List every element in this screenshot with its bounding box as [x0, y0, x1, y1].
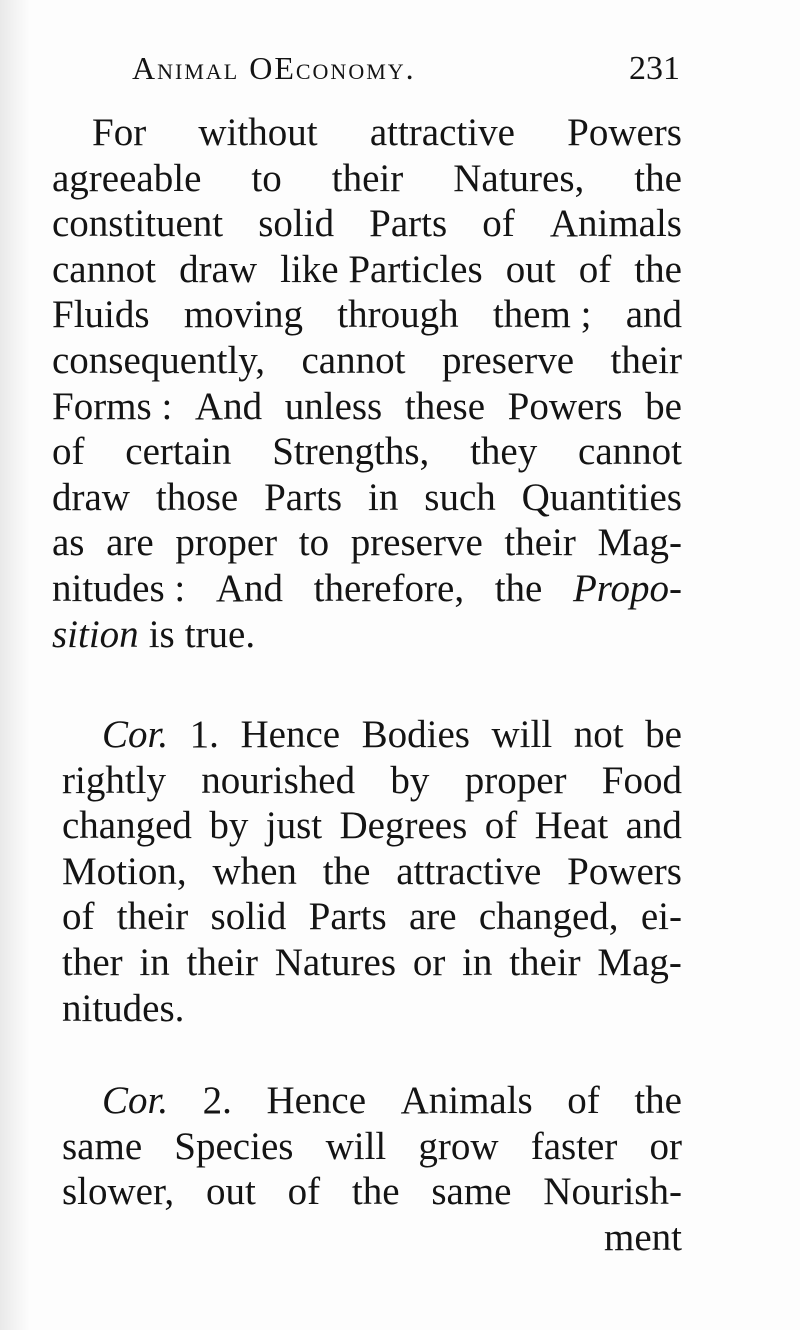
- text-line: [52, 247, 682, 293]
- word: Powers: [567, 849, 682, 893]
- word: 1.: [189, 713, 219, 756]
- word: them ;: [492, 293, 592, 337]
- word: of: [62, 895, 95, 939]
- word: such: [424, 475, 496, 519]
- word: Strengths,: [272, 430, 430, 474]
- text-line: [52, 566, 682, 612]
- text-line: [62, 894, 682, 940]
- word: Mag-: [597, 940, 682, 984]
- word: by: [209, 804, 249, 848]
- word: proper: [175, 521, 278, 565]
- word: are: [408, 895, 457, 939]
- word: certain: [125, 430, 232, 474]
- word: rightly: [62, 758, 166, 802]
- paragraph-corollary-2: [62, 1078, 682, 1260]
- word: draw: [179, 247, 258, 291]
- word: their: [186, 940, 258, 984]
- word: their: [116, 895, 189, 939]
- word: of: [287, 1170, 321, 1214]
- word: or: [412, 940, 446, 984]
- word: changed: [62, 804, 192, 848]
- word: attractive: [396, 849, 542, 893]
- word: to: [298, 521, 330, 565]
- text-line: [62, 849, 682, 895]
- text-line: [52, 110, 682, 156]
- word: by: [390, 758, 430, 802]
- word: Parts: [264, 475, 343, 519]
- word: their: [509, 940, 581, 984]
- catchword-text: ment: [604, 1215, 682, 1259]
- word: are: [106, 521, 154, 565]
- word: and: [625, 804, 682, 848]
- word: the: [634, 247, 682, 291]
- word: out: [205, 1170, 256, 1214]
- word: agreeable: [52, 156, 202, 200]
- word: nourished: [201, 758, 356, 802]
- word: And: [215, 566, 284, 610]
- word: preserve: [441, 338, 575, 382]
- text-line: [62, 1169, 682, 1215]
- word: or: [649, 1124, 682, 1168]
- text-line: [62, 803, 682, 849]
- word: will: [325, 1124, 387, 1168]
- text-line: [62, 986, 682, 1032]
- word: Quantities: [521, 475, 682, 519]
- word: their: [504, 521, 576, 565]
- word: is: [148, 612, 175, 656]
- word: ther: [62, 940, 123, 984]
- word: their: [331, 156, 404, 200]
- word: grow: [418, 1124, 499, 1168]
- word-italic: Cor.: [102, 713, 169, 756]
- word: And: [194, 384, 263, 428]
- word: constituent: [52, 202, 224, 246]
- word: of: [484, 804, 518, 848]
- word: be: [645, 384, 682, 428]
- word: consequently,: [52, 338, 265, 382]
- word: Species: [174, 1124, 294, 1168]
- text-line: [52, 156, 682, 202]
- word: of: [482, 202, 515, 246]
- gutter-shadow: [0, 0, 30, 1330]
- word: 2.: [202, 1079, 232, 1122]
- text-line: [62, 1078, 682, 1124]
- text-line: [52, 612, 682, 658]
- word: Animals: [400, 1079, 533, 1122]
- word: true.: [184, 612, 256, 656]
- word: attractive: [369, 111, 515, 154]
- running-head: [120, 50, 680, 100]
- word: therefore,: [313, 566, 465, 610]
- word: Natures,: [453, 156, 585, 200]
- word: Hence: [240, 713, 341, 756]
- word: like Particles: [280, 247, 483, 291]
- text-line: [62, 712, 682, 758]
- word: just: [265, 804, 323, 848]
- word: be: [645, 713, 682, 756]
- word: cannot: [52, 247, 156, 291]
- text-line: [52, 384, 682, 430]
- word: For: [92, 111, 147, 154]
- word: when: [212, 849, 297, 893]
- word: Food: [601, 758, 682, 802]
- word: Heat: [534, 804, 609, 848]
- word: draw: [52, 475, 130, 519]
- paragraph-proposition-proof: [52, 110, 682, 657]
- word: Degrees: [339, 804, 468, 848]
- word: Powers: [567, 111, 682, 154]
- word: of: [52, 430, 85, 474]
- word: these: [404, 384, 486, 428]
- word: Animals: [549, 202, 682, 246]
- word: Parts: [308, 895, 387, 939]
- word: the: [351, 1170, 400, 1214]
- word: same: [431, 1170, 512, 1214]
- word: same: [62, 1124, 143, 1168]
- word: out: [505, 247, 556, 291]
- word: the: [494, 566, 543, 610]
- word: Motion,: [62, 849, 187, 893]
- word: their: [610, 338, 682, 382]
- text-line: [52, 475, 682, 521]
- catchword: [62, 1215, 682, 1261]
- word: Nourish-: [543, 1170, 682, 1214]
- word: moving: [183, 293, 303, 337]
- word: Natures: [274, 940, 397, 984]
- text-line: [52, 338, 682, 384]
- page-number: 231: [629, 50, 680, 87]
- word: faster: [530, 1124, 618, 1168]
- text-line: [52, 429, 682, 475]
- text-line: [52, 520, 682, 566]
- word: through: [337, 293, 459, 337]
- word: those: [155, 475, 239, 519]
- word: the: [322, 849, 371, 893]
- word-italic: sition: [52, 612, 139, 656]
- word: and: [625, 293, 682, 337]
- word: ei-: [640, 895, 682, 939]
- word: Mag-: [597, 521, 682, 565]
- word: proper: [464, 758, 567, 802]
- text-line: [62, 1124, 682, 1170]
- word: of: [567, 1079, 600, 1122]
- word: solid: [210, 895, 287, 939]
- word: changed,: [478, 895, 619, 939]
- word: Fluids: [52, 293, 150, 337]
- word: Powers: [507, 384, 623, 428]
- word: nitudes :: [52, 566, 186, 610]
- word: Forms :: [52, 384, 173, 428]
- word: the: [634, 156, 682, 200]
- word: slower,: [62, 1170, 175, 1214]
- word-italic: Cor.: [102, 1079, 169, 1122]
- word: preserve: [350, 521, 483, 565]
- word: without: [198, 111, 318, 154]
- word: the: [634, 1079, 682, 1122]
- word: in: [368, 475, 399, 519]
- text-line: [62, 758, 682, 804]
- paragraph-corollary-1: [62, 712, 682, 1031]
- word: in: [462, 940, 493, 984]
- word: nitudes.: [62, 986, 185, 1030]
- word: in: [139, 940, 170, 984]
- word: cannot: [578, 430, 682, 474]
- word: they: [470, 430, 538, 474]
- word: Parts: [369, 202, 448, 246]
- text-line: [52, 201, 682, 247]
- text-line: [62, 940, 682, 986]
- word: cannot: [301, 338, 406, 382]
- word: to: [251, 156, 282, 200]
- word: unless: [284, 384, 383, 428]
- word-italic: Propo-: [572, 566, 682, 610]
- word: will: [491, 713, 553, 756]
- word: solid: [258, 202, 335, 246]
- word: of: [578, 247, 612, 291]
- text-line: [52, 292, 682, 338]
- word: not: [573, 713, 624, 756]
- word: Bodies: [361, 713, 470, 756]
- running-title: Animal OEconomy.: [132, 50, 416, 86]
- word: Hence: [266, 1079, 367, 1122]
- word: as: [52, 521, 85, 565]
